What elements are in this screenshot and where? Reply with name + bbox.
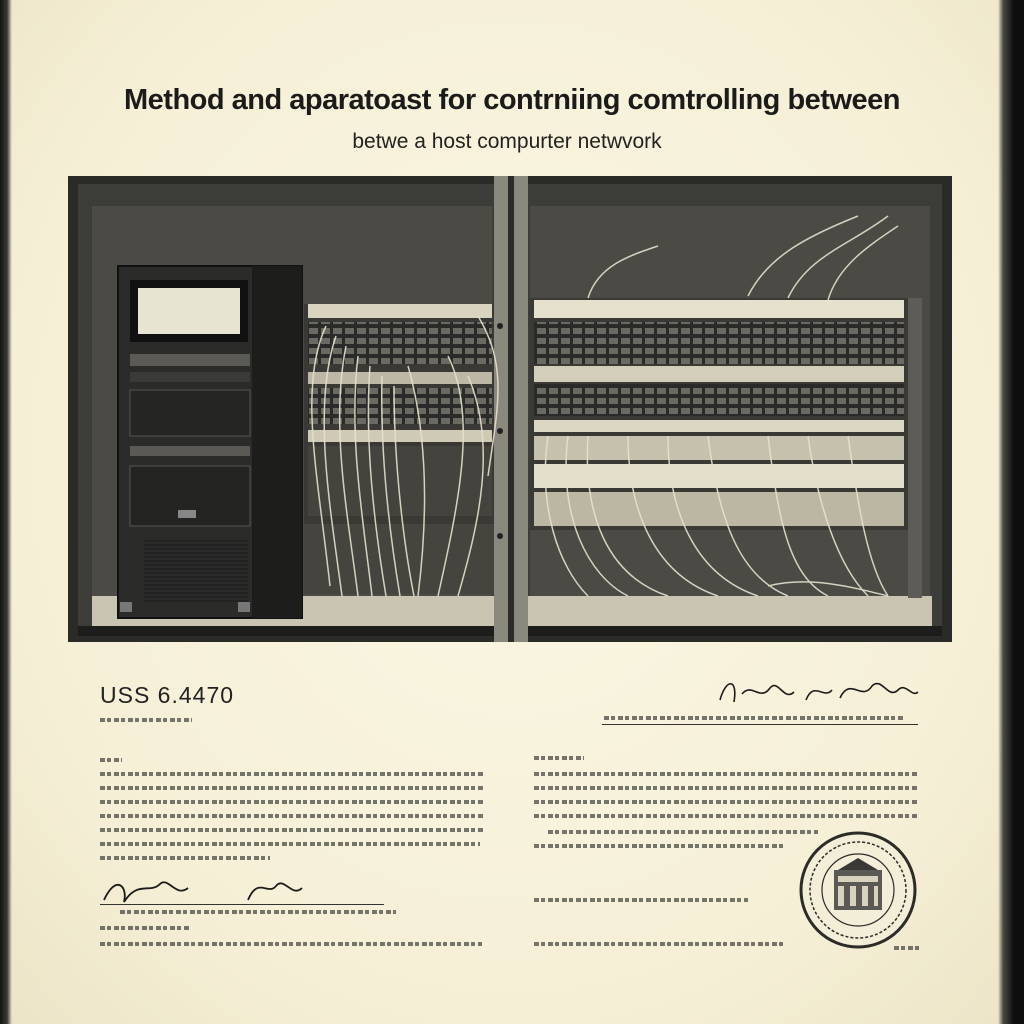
- text-line: [534, 786, 918, 790]
- server-rack-illustration: [68, 176, 952, 642]
- text-line: [120, 910, 396, 914]
- text-line: [604, 716, 904, 720]
- text-line: [100, 718, 192, 722]
- text-line: [534, 814, 918, 818]
- document-title: Method and aparatoast for contrniing comtrolling between: [124, 84, 900, 116]
- text-line: [534, 844, 786, 848]
- text-line: [534, 898, 748, 902]
- text-line: [100, 842, 480, 846]
- text-line: [100, 800, 484, 804]
- text-line: [534, 772, 918, 776]
- signature-line: [100, 904, 384, 905]
- official-seal-icon: [798, 830, 918, 950]
- text-line: [534, 800, 918, 804]
- text-line: [534, 942, 784, 946]
- text-line: [100, 786, 484, 790]
- signature-line: [602, 724, 918, 725]
- text-line: [100, 758, 122, 762]
- text-line: [100, 772, 484, 776]
- text-line: [100, 828, 484, 832]
- text-line: [534, 756, 584, 760]
- text-line: [100, 814, 484, 818]
- inventor-signature: [712, 672, 924, 712]
- text-line: [548, 830, 818, 834]
- patent-number: USS 6.4470: [100, 682, 235, 708]
- text-line: [100, 856, 270, 860]
- text-line: [100, 926, 190, 930]
- text-line: [100, 942, 482, 946]
- document-subtitle: betwe a host compurter netwvork: [352, 130, 662, 153]
